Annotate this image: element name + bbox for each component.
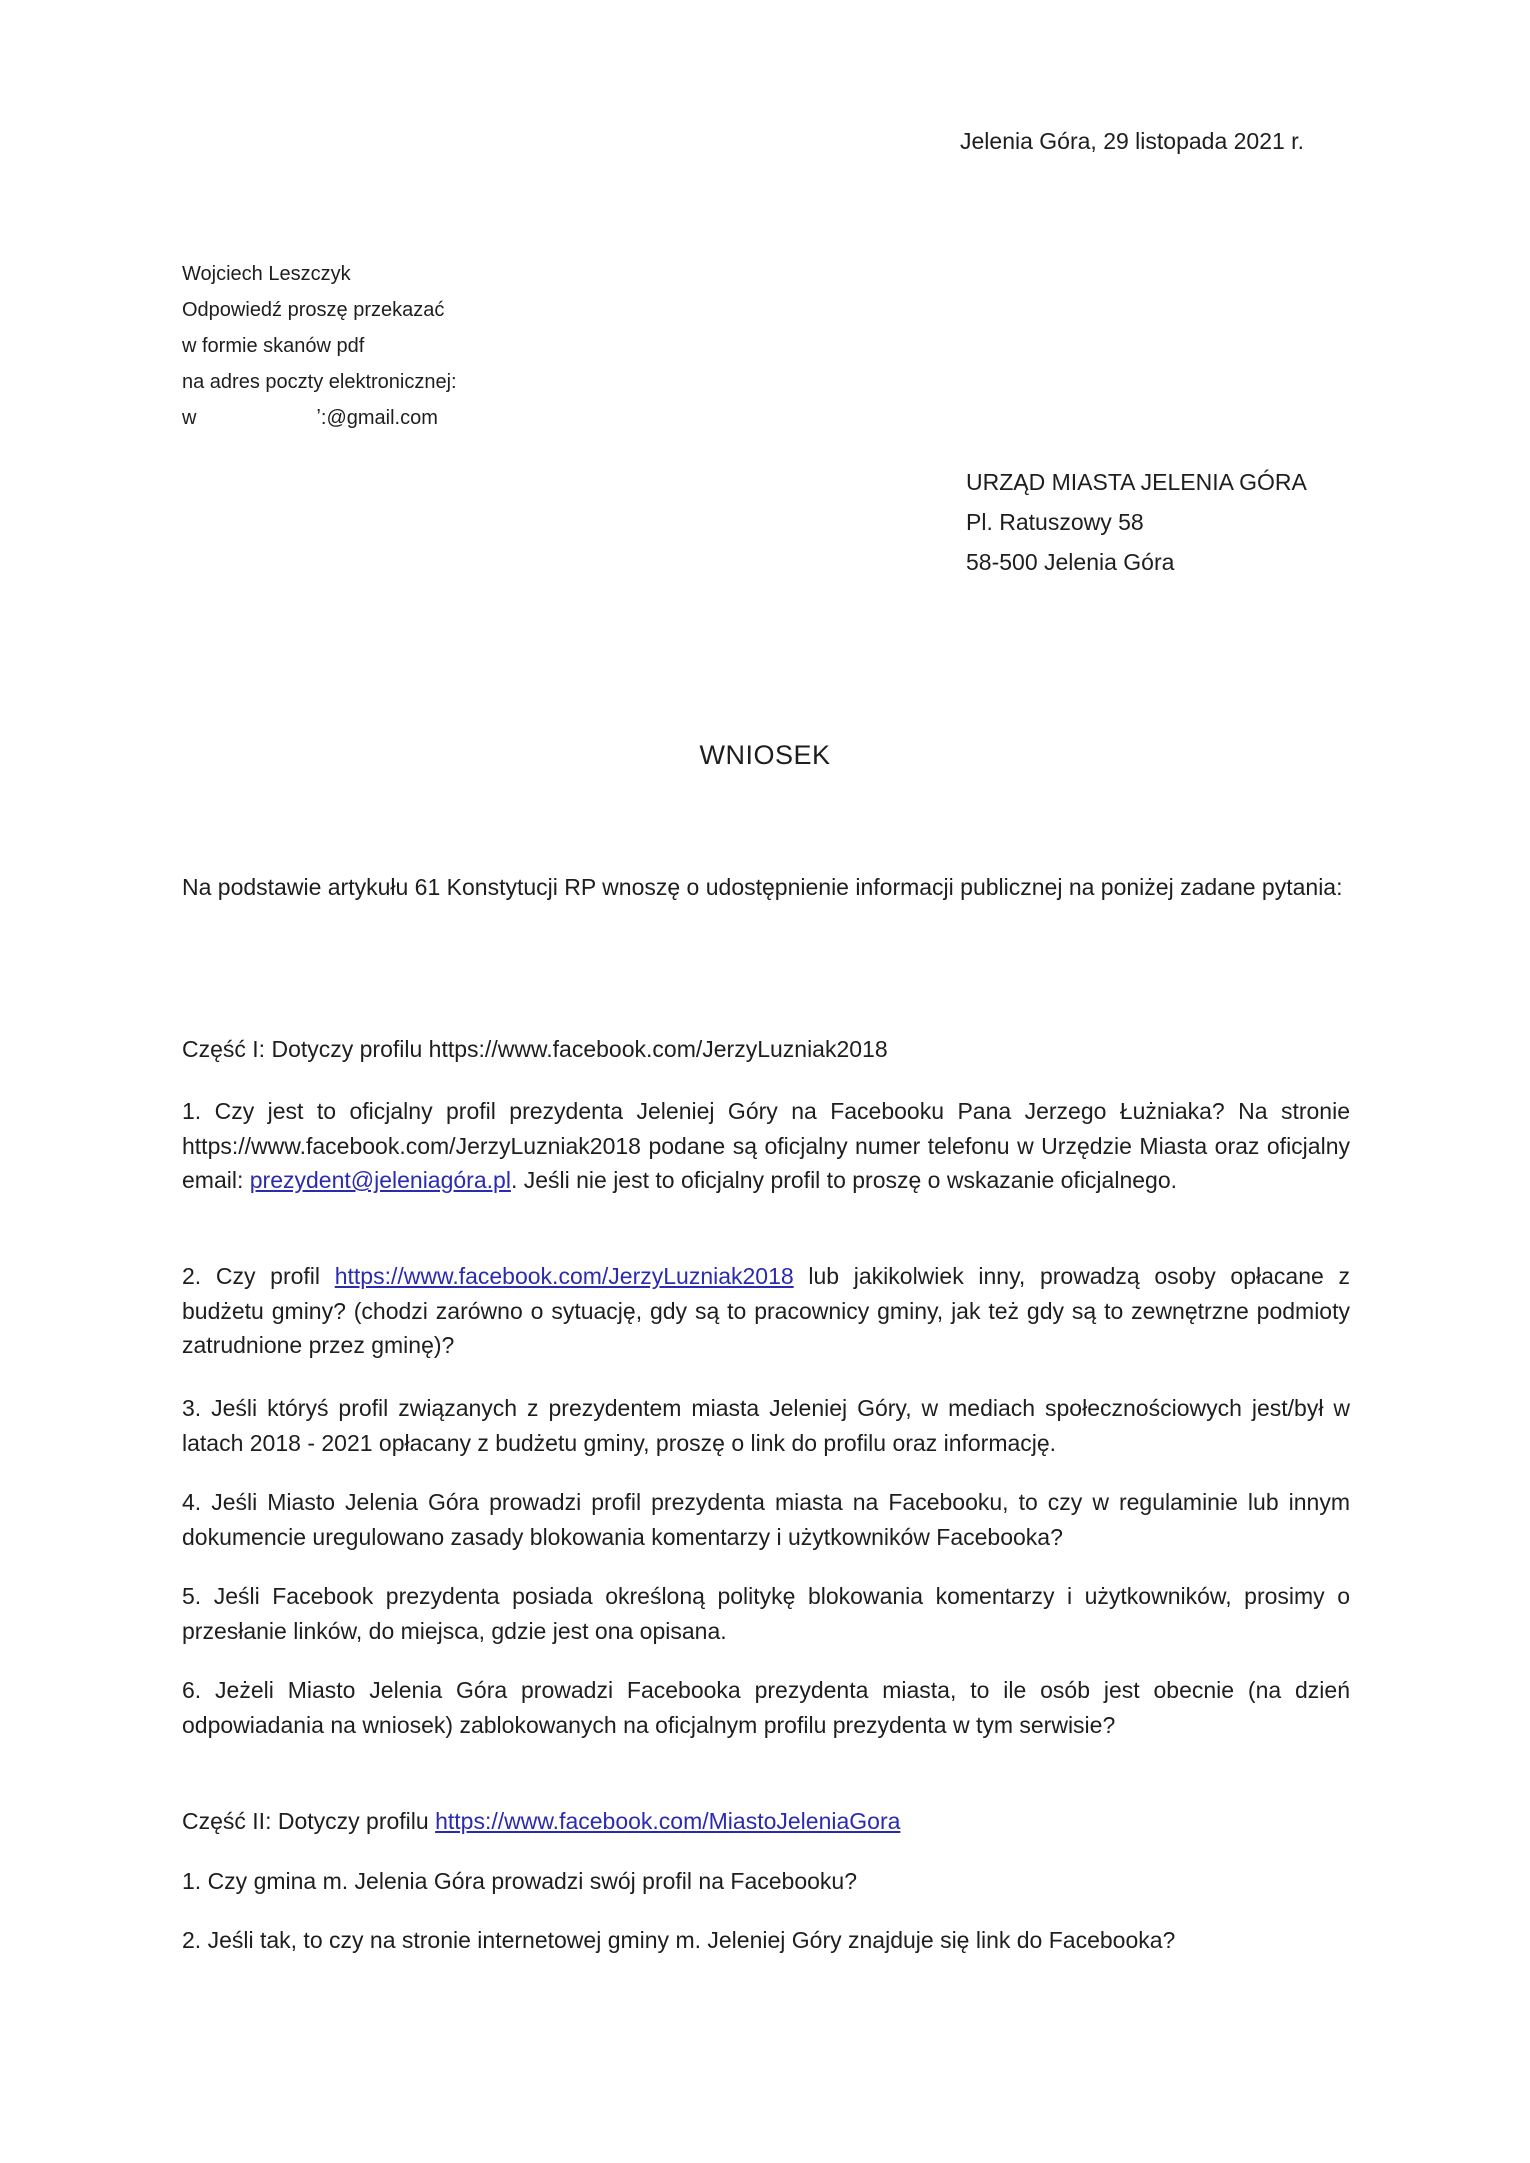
- part1-heading-block: [182, 1032, 1350, 1067]
- sender-name: Wojciech Leszczyk: [182, 263, 351, 285]
- sender-instruction-1: Odpowiedź proszę przekazać: [182, 299, 445, 321]
- sender-instruction-3: na adres poczty elektronicznej:: [182, 371, 457, 393]
- sender-instruction-2: w formie skanów pdf: [182, 335, 365, 357]
- q3-text: 3. Jeśli któryś profil związanych z prezydentem miasta Jeleniej Góry, w mediach społecznościowych jest/był w latach 2018 - 2021 opłacany z budżetu gminy, proszę o link do profilu oraz informację.: [182, 1395, 1350, 1456]
- part1-question-2: [182, 1259, 1350, 1363]
- date-line: Jelenia Góra, 29 listopada 2021 r.: [960, 128, 1304, 154]
- sender-block: [182, 256, 457, 436]
- q5-text: 5. Jeśli Facebook prezydenta posiada określoną politykę blokowania komentarzy i użytkowników, prosimy o przesłanie linków, do miejsca, gdzie jest ona opisana.: [182, 1583, 1350, 1644]
- email-prefix: w: [182, 407, 197, 429]
- recipient-city: 58-500 Jelenia Góra: [966, 549, 1175, 575]
- recipient-name: URZĄD MIASTA JELENIA GÓRA: [966, 469, 1307, 495]
- part2-q1-text: 1. Czy gmina m. Jelenia Góra prowadzi swój profil na Facebooku?: [182, 1868, 857, 1894]
- recipient-street: Pl. Ratuszowy 58: [966, 509, 1144, 535]
- part1-question-6: [182, 1673, 1350, 1742]
- recipient-block: [966, 462, 1307, 582]
- intro-paragraph: [182, 870, 1350, 905]
- part1-heading: Część I: Dotyczy profilu https://www.facebook.com/JerzyLuzniak2018: [182, 1036, 888, 1062]
- part2-heading-text: Część II: Dotyczy profilu: [182, 1808, 436, 1834]
- part2-question-1: [182, 1864, 1350, 1899]
- q1-text-a: 1. Czy jest to oficjalny profil prezydenta Jeleniej Góry na Facebooku Pana Jerzego Łużniaka? Na stronie https://www.facebook.com/JerzyLuzniak2018 podane są oficjalny numer telefonu w Urzędzie Miasta oraz oficjalny email:: [182, 1098, 1350, 1193]
- q1-text-b: . Jeśli nie jest to oficjalny profil to proszę o wskazanie oficjalnego.: [510, 1167, 1177, 1193]
- sender-email-redacted: [182, 400, 457, 436]
- part1-question-3: [182, 1391, 1350, 1460]
- q4-text: 4. Jeśli Miasto Jelenia Góra prowadzi profil prezydenta miasta na Facebooku, to czy w regulaminie lub innym dokumencie uregulowano zasady blokowania komentarzy i użytkowników Facebooka?: [182, 1489, 1350, 1550]
- part2-q2-text: 2. Jeśli tak, to czy na stronie internetowej gminy m. Jeleniej Góry znajduje się link do Facebooka?: [182, 1927, 1176, 1953]
- part1-question-1: [182, 1094, 1350, 1198]
- email-suffix: ʼ:@gmail.com: [316, 407, 438, 429]
- document-title: WNIOSEK: [699, 740, 831, 770]
- facebook-miasto-link[interactable]: https://www.facebook.com/MiastoJeleniaGora: [435, 1808, 901, 1834]
- part1-question-4: [182, 1485, 1350, 1554]
- intro-text: Na podstawie artykułu 61 Konstytucji RP wnoszę o udostępnienie informacji publicznej na poniżej zadane pytania:: [182, 874, 1343, 900]
- q6-text: 6. Jeżeli Miasto Jelenia Góra prowadzi Facebooka prezydenta miasta, to ile osób jest obecnie (na dzień odpowiadania na wniosek) zablokowanych na oficjalnym profilu prezydenta w tym serwisie?: [182, 1677, 1350, 1738]
- q2-text-b: lub jakikolwiek inny, prowadzą osoby opłacane z budżetu gminy? (chodzi zarówno o sytuację, gdy są to pracownicy gminy, jak też gdy są to zewnętrzne podmioty zatrudnione przez gminę)?: [182, 1263, 1350, 1358]
- facebook-luzniak-link[interactable]: https://www.facebook.com/JerzyLuzniak2018: [334, 1263, 794, 1289]
- president-email-link[interactable]: prezydent@jeleniagóra.pl: [249, 1167, 511, 1193]
- part1-question-5: [182, 1579, 1350, 1648]
- part2-heading-block: [182, 1804, 1350, 1839]
- part2-question-2: [182, 1923, 1350, 1958]
- q2-text-a: 2. Czy profil: [182, 1263, 335, 1289]
